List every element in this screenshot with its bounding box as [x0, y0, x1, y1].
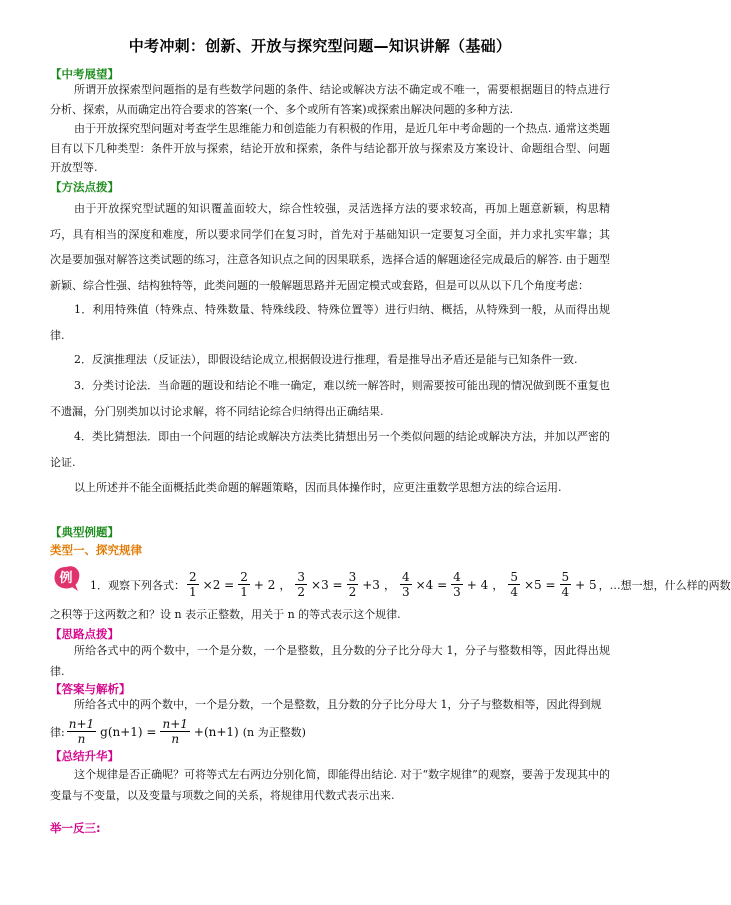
exam-overview-heading: 【中考展望】: [50, 67, 119, 81]
question-prefix: 1．观察下列各式：: [90, 578, 185, 592]
summary-heading: 【总结升华】: [50, 749, 119, 763]
eq2-fraction-2: $\frac{3}{2}$: [348, 570, 357, 599]
answer-formula: [50, 717, 308, 746]
eq4-tail: + 5: [575, 577, 597, 592]
question-line-2: 之积等于这两数之和？设 n 表示正整数，用关于 n 的等式表示这个规律.: [50, 608, 401, 621]
eq4-fraction-2: $\frac{5}{4}$: [561, 570, 570, 599]
answer-prefix: 律:: [50, 725, 65, 739]
eq1-fraction-2: $\frac{2}{1}$: [240, 570, 248, 599]
answer-paragraph: 所给各式中的两个数中，一个是分数，一个是整数，且分数的分子比分母大 1，分子与整数相等，因此得到规: [74, 698, 602, 711]
eq1-tail: + 2: [253, 577, 276, 592]
methods-summary: 以上所述并不能全面概括此类命题的解题策略，因而具体操作时，应更注重数学思想方法的综合运用.: [74, 481, 562, 494]
question-suffix: ，…想一想，什么样的两数: [598, 578, 731, 592]
methods-item-2: 2．反演推理法（反证法），即假设结论成立,根据假设进行推理，看是推导出矛盾还是能与已知条件一致.: [74, 353, 578, 366]
exam-overview-paragraph-2: 由于开放探究型问题对考查学生思维能力和创造能力有积极的作用，是近几年中考命题的一个热点. 通常这类题目有以下几种类型：条件开放与探索，结论开放和探索，条件与结论都开放与探索及方案设计、命题组合型、问题开放型等.: [50, 122, 610, 174]
eq4-fraction: $\frac{5}{4}$: [510, 570, 518, 599]
eq3-fraction: $\frac{4}{3}$: [401, 570, 410, 599]
methods-item-1: 1．利用特殊值（特殊点、特殊数量、特殊线段、特殊位置等）进行归纳、概括，从特殊到一般，从而得出规律.: [50, 303, 610, 342]
type-1-heading: 类型一、探究规律: [50, 543, 142, 557]
answer-note: (n 为正整数): [242, 725, 306, 739]
methods-item-3: 3．分类讨论法．当命题的题设和结论不唯一确定，难以统一解答时，则需要按可能出现的情况做到既不重复也不遗漏，分门别类加以讨论求解，将不同结论综合归纳得出正确结果.: [50, 379, 610, 418]
answer-tail: +(n+1): [193, 724, 239, 739]
methods-item-4: 4．类比猜想法．即由一个问题的结论或解决方法类比猜想出另一个类似问题的结论或解决方法，并加以严密的论证.: [50, 430, 610, 469]
answer-fraction: $\frac{n+1}{n}$: [68, 717, 95, 746]
eq4-mid: ×5 =: [523, 577, 556, 592]
exam-overview-paragraph-1: 所谓开放探索型问题指的是有些数学问题的条件、结论或解决方法不确定或不唯一，需要根据题目的特点进行分析、探索，从而确定出符合要求的答案(一个、多个或所有答案)或探索出解决问题的多种方法.: [50, 83, 610, 116]
examples-heading: 【典型例题】: [50, 525, 119, 539]
practice-heading: 举一反三:: [50, 821, 101, 835]
summary-paragraph: 这个规律是否正确呢？可将等式左右两边分别化简，即能得出结论. 对于“数字规律”的观察，要善于发现其中的变量与不变量，以及变量与项数之间的关系，将规律用代数式表示出来.: [50, 768, 610, 802]
example-badge-label: 例: [59, 571, 73, 586]
eq2-fraction: $\frac{3}{2}$: [297, 570, 306, 599]
example-question-equations: 1．观察下列各式： $\frac{2}{1}$ ×2 = $\frac{2}{1}$ + 2 ， $\frac{3}{2}$ ×3 = $\frac{3}{2}$ +3 ， $\frac{4}{3}$ ×4 = $\frac{4}{3}$ + 4 ， $\frac{5}{4}$ ×5 = $\frac{5}{4}$ + 5 ，…想一想，什么样的两数: [90, 570, 731, 599]
eq3-tail: + 4: [466, 577, 489, 592]
eq1-fraction: $\frac{2}{1}$: [189, 570, 197, 599]
example-badge: [52, 564, 78, 590]
answer-heading: 【答案与解析】: [50, 682, 131, 696]
eq1-mid: ×2 =: [202, 577, 235, 592]
answer-fraction-2: $\frac{n+1}{n}$: [162, 717, 188, 746]
methods-heading: 【方法点拨】: [50, 180, 119, 194]
page-title: 中考冲刺：创新、开放与探究型问题—知识讲解（基础）: [128, 37, 512, 55]
answer-mid: g(n+1) =: [100, 724, 157, 739]
eq3-mid: ×4 =: [415, 577, 448, 592]
eq2-tail: +3: [362, 577, 380, 592]
methods-intro: 由于开放探究型试题的知识覆盖面较大，综合性较强，灵活选择方法的要求较高，再加上题意新颖，构思精巧，具有相当的深度和难度，所以要求同学们在复习时，首先对于基础知识一定要复习全面，并力求扎实牢靠；其次是要加强对解答这类试题的练习，注意各知识点之间的因果联系，选择合适的解题途径完成最后的解答. 由于题型新颖、综合性强、结构独特等，此类问题的一般解题思路并无固定模式或套路，但是可以从以下几个角度考虑：: [50, 202, 610, 292]
hint-heading: 【思路点拨】: [50, 627, 119, 641]
eq3-fraction-2: $\frac{4}{3}$: [453, 570, 461, 599]
hint-paragraph: 所给各式中的两个数中，一个是分数，一个是整数，且分数的分子比分母大 1，分子与整数相等，因此得出规律.: [50, 644, 610, 678]
eq2-mid: ×3 =: [311, 577, 343, 592]
